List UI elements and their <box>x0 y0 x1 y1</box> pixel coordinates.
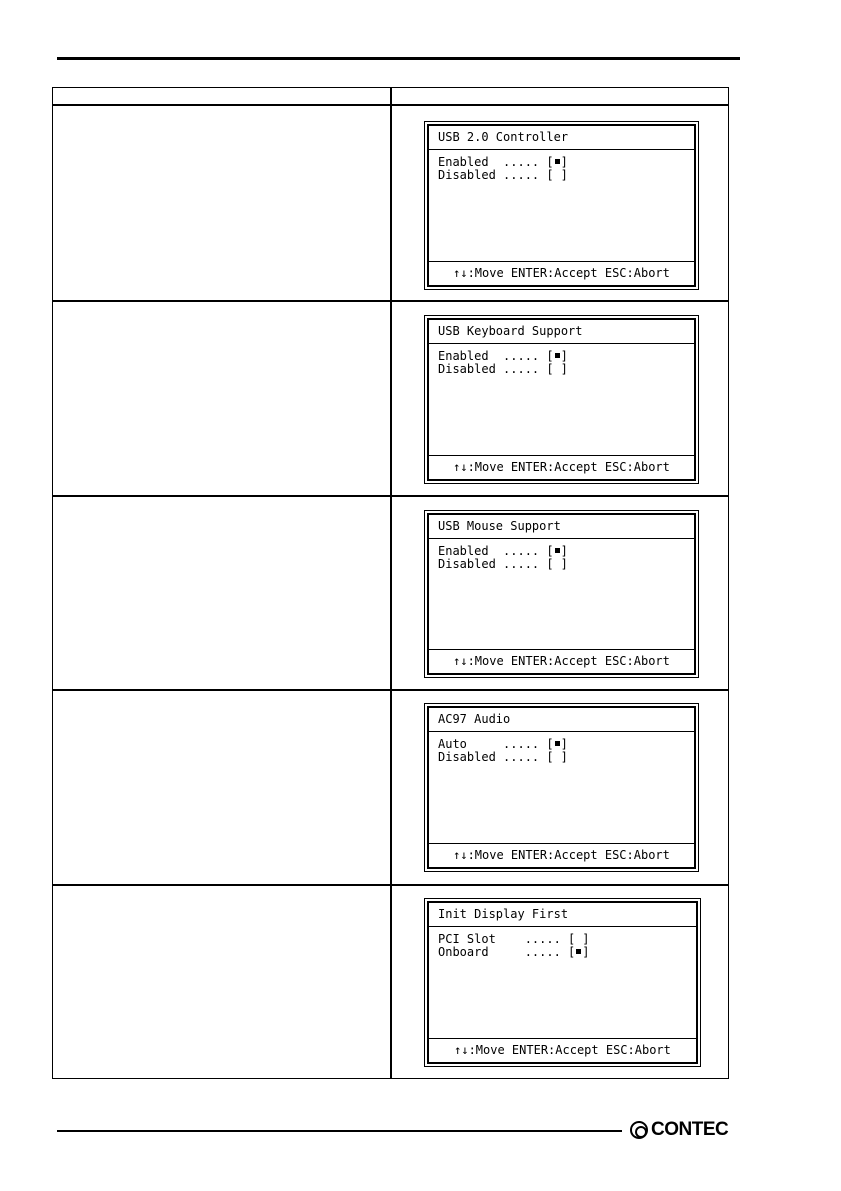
key-hint: ↑↓:Move ENTER:Accept ESC:Abort <box>453 848 670 862</box>
bios-dialog-usb-controller <box>427 124 696 287</box>
row-divider <box>53 884 728 886</box>
bios-dialog-usb-keyboard <box>427 318 696 481</box>
option-item[interactable]: Enabled ..... [ ] <box>438 155 568 169</box>
dialog-title: Init Display First <box>438 907 569 921</box>
bios-dialog-ac97-audio <box>427 706 696 869</box>
option-item[interactable]: Disabled ..... [ ] <box>438 168 568 182</box>
key-hint: ↑↓:Move ENTER:Accept ESC:Abort <box>453 266 670 280</box>
selected-mark-icon <box>554 156 561 169</box>
selected-mark-icon <box>554 738 561 751</box>
option-item[interactable]: Onboard ..... [ ] <box>438 945 590 959</box>
footer-rule <box>57 1130 622 1132</box>
dialog-title: USB 2.0 Controller <box>438 130 569 144</box>
row-divider <box>53 300 728 302</box>
bios-dialog-usb-mouse <box>427 513 696 675</box>
selected-mark-icon <box>554 545 561 558</box>
brand-logo <box>630 1117 728 1143</box>
option-item[interactable]: Disabled ..... [ ] <box>438 557 568 571</box>
key-hint: ↑↓:Move ENTER:Accept ESC:Abort <box>454 1043 671 1057</box>
selected-mark-icon <box>554 350 561 363</box>
row-divider <box>53 689 728 691</box>
header-rule <box>57 57 740 60</box>
option-item[interactable]: Enabled ..... [ ] <box>438 544 568 558</box>
dialog-title: AC97 Audio <box>438 712 511 726</box>
bios-dialog-init-display <box>427 901 698 1064</box>
option-item[interactable]: Enabled ..... [ ] <box>438 349 568 363</box>
option-item[interactable]: Disabled ..... [ ] <box>438 750 568 764</box>
dialog-title: USB Keyboard Support <box>438 324 583 338</box>
selected-mark-icon <box>575 946 582 959</box>
row-divider <box>53 495 728 497</box>
contec-logo-icon <box>630 1121 648 1139</box>
key-hint: ↑↓:Move ENTER:Accept ESC:Abort <box>453 460 670 474</box>
option-item[interactable]: PCI Slot ..... [ ] <box>438 932 590 946</box>
brand-name: CONTEC <box>651 1119 729 1140</box>
key-hint: ↑↓:Move ENTER:Accept ESC:Abort <box>453 654 670 668</box>
dialog-title: USB Mouse Support <box>438 519 561 533</box>
option-item[interactable]: Disabled ..... [ ] <box>438 362 568 376</box>
option-item[interactable]: Auto ..... [ ] <box>438 737 568 751</box>
column-divider <box>390 88 392 1078</box>
